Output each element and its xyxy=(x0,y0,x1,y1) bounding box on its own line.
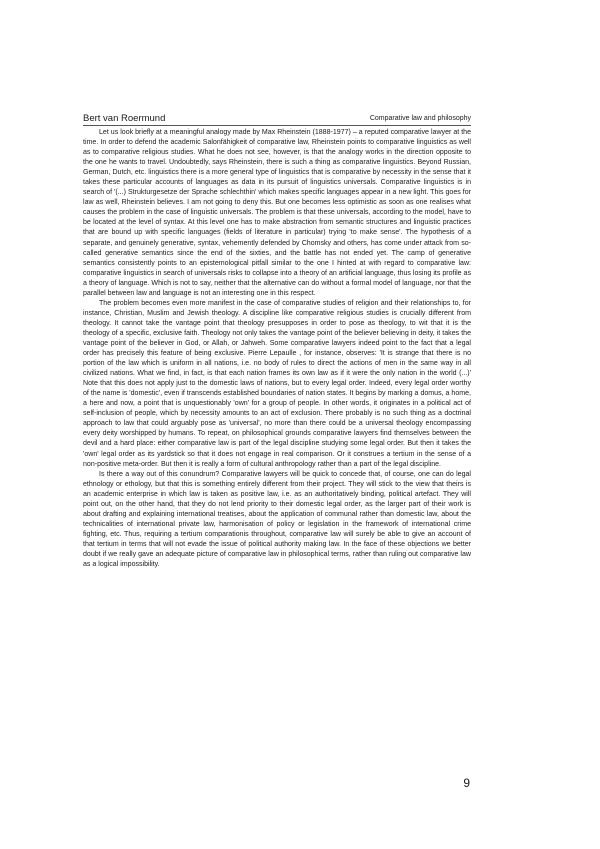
body-text xyxy=(83,128,471,570)
running-header xyxy=(83,112,471,126)
header-author: Bert van Roermund xyxy=(83,113,166,124)
page-number: 9 xyxy=(463,776,470,790)
paragraph: The problem becomes even more manifest in the case of comparative studies of religion and their relationships to, for instance, Christian, Muslim and Jewish theology. A discipline like comparative religious studies is crucially different from theology. It cannot take the vantage point that theology presupposes in order to pose as theology, to wit that it is the theology of a specific, exclusive faith. Theology not only takes the vantage point of the believer believing in deity, it takes the vantage point of the believer in God, or Allah, or Jahweh. Some comparative lawyers indeed point to the fact that a legal order has precisely this feature of being exclusive. Pierre Lepaulle , for instance, observes: 'It is strange that there is no portion of the law which is uniform in all nations, i.e. no body of rules to direct the actions of men in the same way in all civilized nations. What we find, in fact, is that each nation frames its own law as if it were the only nation in the world (...)' Note that this does not apply just to the domestic laws of nations, but to every legal order. Indeed, every legal order worthy of the name is 'domestic', even if transcends established boundaries of nation states. It begins by marking a domus, a home, a here and now, a point that is unquestionably 'own' for a group of people. In other words, it originates in a political act of self-inclusion of people, which by necessity amounts to an act of exclusion. There probably is no such thing as a doctrinal approach to law that could arguably pose as 'universal', no more than there could be a universal theology encompassing every deity worshipped by humans. To repeat, on philosophical grounds comparative lawyers find themselves between the devil and a hard place: either comparative law is part of the legal discipline studying some legal order. But then it takes the 'own' legal order as its yardstick so that it does not engage in real comparison. Or it construes a tertium in the sense of a non-positive meta-order. But then it is really a form of cultural anthropology rather than a part of the legal discipline. xyxy=(83,299,471,468)
paragraph: Let us look briefly at a meaningful analogy made by Max Rheinstein (1888-1977) – a reputed comparative lawyer at the time. In order to defend the academic Salonfähigkeit of comparative law, Rheinstein points to comparative linguistics as well as to comparative religious studies. What he does not see, however, is that the analogy works in the direction opposite to the one he wants to travel. Undoubtedly, says Rheinstein, there is such a thing as comparative linguistics. Beyond Russian, German, Dutch, etc. linguistics there is a more general type of linguistics that is comparative by necessity in the sense that it takes these particular accounts of languages as data in its pursuit of linguistics universals. Comparative linguistics is in search of '(...) Strukturgesetze der Sprache schlechthin' which makes specific languages appear in a new light. This goes for law as well, Rheinstein believes. I am not going to deny this. But one becomes less optimistic as soon as one realises what causes the problem in the case of linguistic universals. The problem is that these universals, according to the model, have to be located at the level of syntax. At this level one has to make abstraction from semantic structures and linguistic practices that are bound up with specific languages (fields of literature in particular) trying 'to make sense'. The hypothesis of a separate, and genuinely generative, syntax, vehemently defended by Chomsky and others, has come under attack from so-called generative semantics since the end of the sixties, and the battle has not ended yet. The camp of generative semantics consistently points to an epistemological pitfall similar to the one I hinted at with regard to comparative law: comparative linguistics in search of universals risks to collapse into a theory of an artificial language, thus losing its profile as a theory of language. Which is not to say, neither that the alternative can do without a formal model of language, nor that the parallel between law and language is not an interesting one in this respect. xyxy=(83,129,471,297)
header-title: Comparative law and philosophy xyxy=(369,115,471,122)
paragraph: Is there a way out of this conundrum? Comparative lawyers will be quick to concede that, of course, one can do legal ethnology or ethology, but that this is something entirely different from their project. They will stick to the view that theirs is an academic enterprise in which law is taken as positive law, i.e. as an authoritatively binding, political artefact. They will point out, on the other hand, that they do not lend priority to their domestic legal order, as the larger part of their work is about drafting and explaining international treatises, about the application of communal rather than domestic law, about the technicalities of international private law, harmonisation of policy or legislation in the framework of international crime fighting, etc. Thus, requiring a tertium comparationis throughout, comparative law will surely be able to give an account of that tertium in terms that will not evade the issue of political authority making law. In the face of these objections we better doubt if we really gave an adequate picture of comparative law in philosophical terms, rather than ruling out comparative law as a logical impossibility. xyxy=(83,470,471,569)
